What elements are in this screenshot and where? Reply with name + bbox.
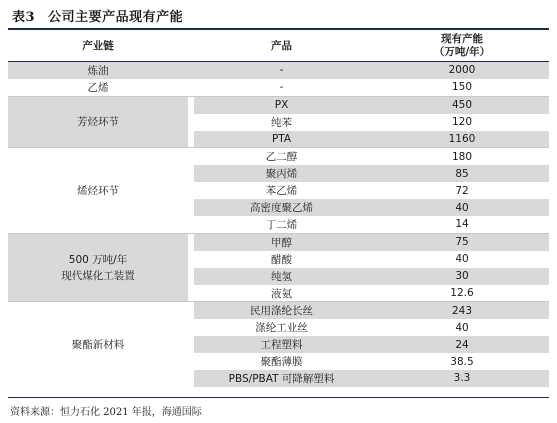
product-cell: 纯氢 [194,268,369,285]
table-row [8,301,549,319]
product-cell: 甲醇 [194,233,369,251]
capacity-cell: 150 [375,79,549,96]
product-cell: 苯乙烯 [194,182,369,199]
product-cell: 聚丙烯 [194,165,369,182]
capacity-cell: 180 [375,147,549,165]
chain-cell: 炼油 [8,62,188,79]
table-row [8,96,549,114]
capacity-cell: 40 [375,251,549,268]
product-cell: - [194,62,369,79]
product-cell: 工程塑料 [194,336,369,353]
capacity-cell: 12.6 [375,285,549,302]
product-cell: 高密度聚乙烯 [194,199,369,216]
header-capacity [375,33,549,59]
capacity-cell: 75 [375,233,549,251]
table-caption: 公司主要产品现有产能 [48,10,184,25]
table-number: 表3 [12,10,36,25]
capacity-cell: 14 [375,216,549,233]
product-cell: 醋酸 [194,251,369,268]
capacity-cell: 2000 [375,62,549,79]
capacity-cell: 38.5 [375,353,549,370]
bottom-rule [8,397,549,398]
product-cell: 民用涤纶长丝 [194,301,369,319]
capacity-cell: 40 [375,199,549,216]
capacity-cell: 120 [375,114,549,131]
product-cell: PBS/PBAT 可降解塑料 [194,370,369,387]
table-header [8,31,549,61]
table-row [8,62,549,79]
capacity-cell: 30 [375,268,549,285]
product-cell: 纯苯 [194,114,369,131]
capacity-cell: 72 [375,182,549,199]
header-capacity-line2: （万吨/年） [433,46,491,58]
capacity-cell: 40 [375,319,549,336]
capacity-table [8,62,549,387]
product-cell: 聚酯薄膜 [194,353,369,370]
header-chain: 产业链 [82,40,114,52]
capacity-cell: 3.3 [375,370,549,387]
capacity-cell: 24 [375,336,549,353]
table-row [8,233,549,251]
capacity-cell: 85 [375,165,549,182]
capacity-cell: 1160 [375,131,549,148]
chain-group-cell: 芳烃环节 [8,96,188,148]
product-cell: 乙二醇 [194,147,369,165]
product-cell: PX [194,96,369,114]
chain-group-cell: 烯烃环节 [8,147,188,232]
product-cell: PTA [194,131,369,148]
header-product: 产品 [271,40,292,52]
chain-group-cell: 聚酯新材料 [8,301,188,386]
top-rule [8,28,549,30]
product-cell: 丁二烯 [194,216,369,233]
product-cell: - [194,79,369,96]
capacity-cell: 450 [375,96,549,114]
product-cell: 液氨 [194,285,369,302]
source-note: 资料来源：恒力石化 2021 年报，海通国际 [10,407,202,418]
chain-cell: 乙烯 [8,79,188,96]
table-title [8,6,183,25]
header-capacity-line1: 现有产能 [441,33,483,45]
product-cell: 涤纶工业丝 [194,319,369,336]
capacity-cell: 243 [375,301,549,319]
table-row [8,147,549,165]
chain-group-cell: 500 万吨/年 现代煤化工装置 [8,233,188,302]
table-row [8,79,549,96]
